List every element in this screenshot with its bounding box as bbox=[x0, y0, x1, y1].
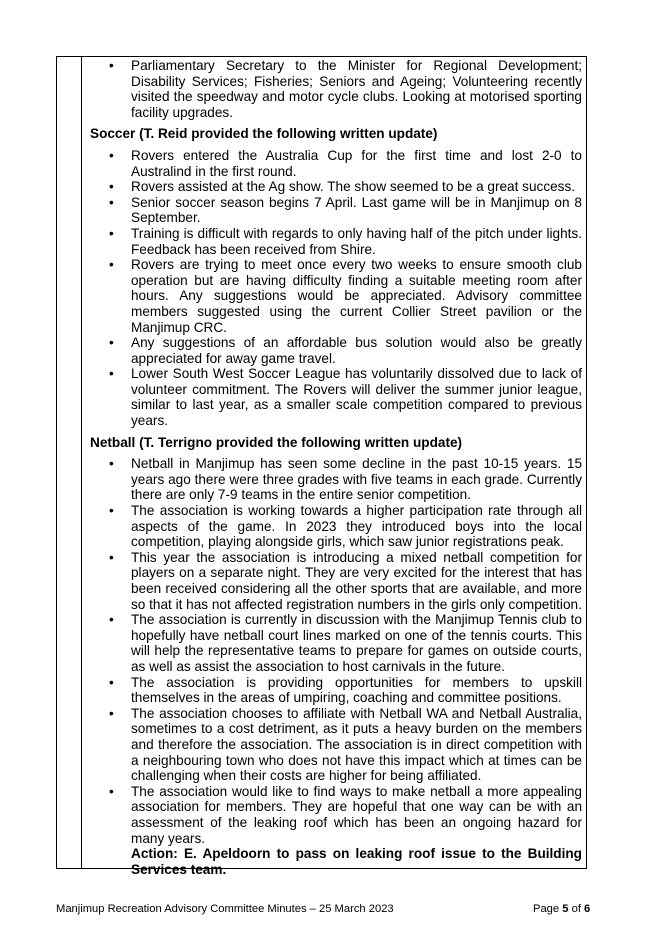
list-item: • Any suggestions of an affordable bus solution would also be greatly appreciated for away game travel. bbox=[90, 335, 582, 366]
column-divider bbox=[81, 57, 82, 868]
action-item: Action: E. Apeldoorn to pass on leaking roof issue to the Building Services team. bbox=[131, 846, 582, 877]
list-item: • Netball in Manjimup has seen some decline in the past 10-15 years. 15 years ago there were three grades with five teams in each grade. Currently there are only 7-9 teams in the entire senior competition. bbox=[90, 456, 582, 503]
minutes-table bbox=[56, 56, 587, 877]
netball-list bbox=[90, 456, 582, 846]
footer-page-number bbox=[533, 903, 590, 915]
list-item: • Lower South West Soccer League has voluntarily dissolved due to lack of volunteer commitment. The Rovers will deliver the summer junior league, similar to last year, as a smaller scale competition compared to previous years. bbox=[90, 366, 582, 428]
list-item: • Training is difficult with regards to only having half of the pitch under lights. Feedback has been received from Shire. bbox=[90, 226, 582, 257]
list-item: • Rovers are trying to meet once every two weeks to ensure smooth club operation but are having difficulty finding a suitable meeting room after hours. Any suggestions would be appreciated. Advisory committee members suggested using the current Collier Street pavilion or the Manjimup CRC. bbox=[90, 257, 582, 335]
netball-heading: Netball (T. Terrigno provided the following written update) bbox=[90, 434, 463, 450]
page-prefix: Page bbox=[533, 903, 563, 915]
list-item: • Rovers assisted at the Ag show. The show seemed to be a great success. bbox=[90, 179, 582, 195]
list-item: • The association chooses to affiliate with Netball WA and Netball Australia, sometimes to a cost detriment, as it puts a heavy burden on the members and therefore the association. The association is in direct competition with a neighbouring town who does not have this impact which at times can be challenging when their costs are higher for being affiliated. bbox=[90, 706, 582, 784]
list-item: • Senior soccer season begins 7 April. Last game will be in Manjimup on 8 September. bbox=[90, 195, 582, 226]
intro-list bbox=[90, 58, 582, 120]
list-item: • Rovers entered the Australia Cup for the first time and lost 2-0 to Australind in the first round. bbox=[90, 148, 582, 179]
list-item: • The association is currently in discussion with the Manjimup Tennis club to hopefully have netball court lines marked on one of the tennis courts. This will help the representative teams to prepare for games on outside courts, as well as assist the association to host carnivals in the future. bbox=[90, 612, 582, 674]
soccer-heading: Soccer (T. Reid provided the following written update) bbox=[90, 126, 438, 142]
total-pages: 6 bbox=[584, 903, 591, 915]
minutes-content bbox=[90, 58, 582, 877]
list-item: • Parliamentary Secretary to the Minister for Regional Development; Disability Services; Fisheries; Seniors and Ageing; Volunteering recently visited the speedway and motor cycle clubs. Looking at motorised sporting facility upgrades. bbox=[90, 58, 582, 120]
list-item: • The association would like to find ways to make netball a more appealing association for members. They are hopeful that one way can be with an assessment of the leaking roof which has been an ongoing hazard for many years. bbox=[90, 784, 582, 846]
list-item: • This year the association is introducing a mixed netball competition for players on a separate night. They are very excited for the interest that has been received considering all the other sports that are available, and more so that it has not affected registration numbers in the girls only competition. bbox=[90, 550, 582, 612]
page-of: of bbox=[568, 903, 585, 915]
footer-title: Manjimup Recreation Advisory Committee Minutes – 25 March 2023 bbox=[56, 903, 394, 915]
soccer-list bbox=[90, 148, 582, 429]
list-item: • The association is working towards a higher participation rate through all aspects of the game. In 2023 they introduced boys into the local competition, playing alongside girls, which saw junior registrations peak. bbox=[90, 503, 582, 550]
list-item: • The association is providing opportunities for members to upskill themselves in the areas of umpiring, coaching and committee positions. bbox=[90, 675, 582, 706]
current-page: 5 bbox=[562, 903, 569, 915]
